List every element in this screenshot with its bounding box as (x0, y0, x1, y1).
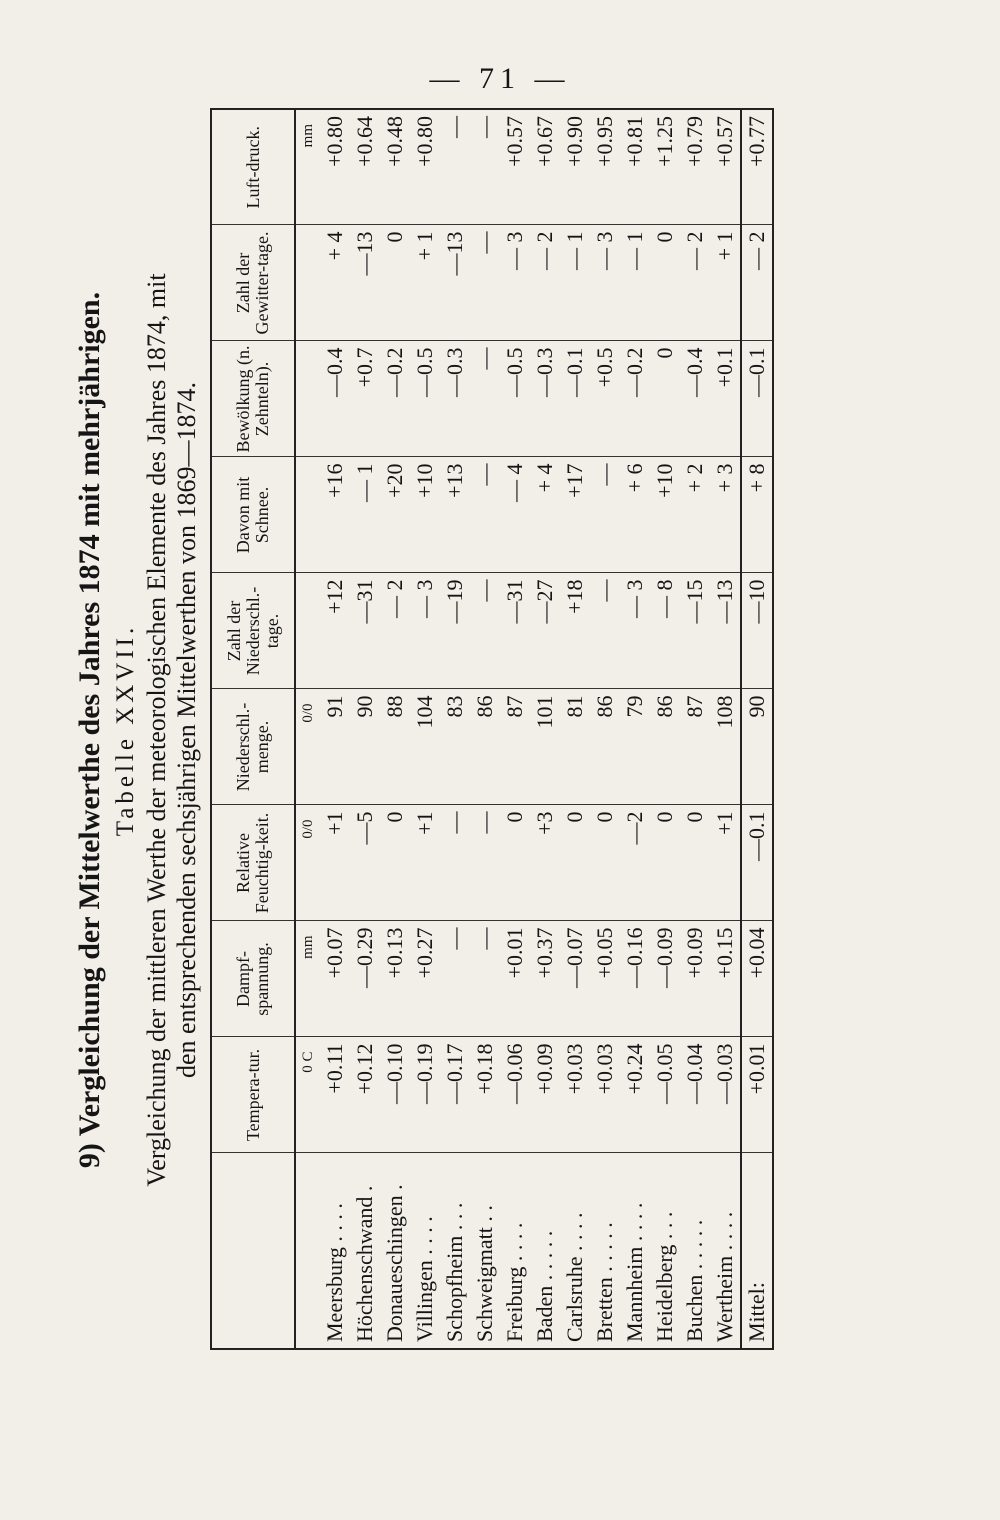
station-name: Buchen . . . . . (680, 1153, 710, 1349)
station-name: Freiburg . . . . (500, 1153, 530, 1349)
cell: +0.12 (350, 1037, 380, 1153)
cell: + 1 (710, 225, 741, 341)
station-name: Bretten . . . . . (590, 1153, 620, 1349)
cell: —0.17 (440, 1037, 470, 1153)
cell: — (470, 457, 500, 573)
cell: +0.11 (320, 1037, 350, 1153)
cell: —10 (741, 573, 773, 689)
cell: —0.16 (620, 921, 650, 1037)
cell: 88 (380, 689, 410, 805)
cell: —0.19 (410, 1037, 440, 1153)
cell: +0.01 (741, 1037, 773, 1153)
cell: +13 (440, 457, 470, 573)
cell: — (440, 805, 470, 921)
cell: —0.2 (380, 341, 410, 457)
cell: +0.03 (590, 1037, 620, 1153)
cell: +0.90 (560, 109, 590, 225)
cell: 104 (410, 689, 440, 805)
cell: +0.03 (560, 1037, 590, 1153)
station-name: Meersburg . . . . (320, 1153, 350, 1349)
cell: — (470, 573, 500, 689)
cell: +18 (560, 573, 590, 689)
cell: 87 (680, 689, 710, 805)
cell: +3 (530, 805, 560, 921)
table-row (710, 109, 741, 1349)
cell: 81 (560, 689, 590, 805)
cell: +1 (320, 805, 350, 921)
cell: +0.24 (620, 1037, 650, 1153)
station-name: Villingen . . . . (410, 1153, 440, 1349)
cell: —0.1 (741, 805, 773, 921)
cell: 0 (650, 805, 680, 921)
cell: +0.81 (620, 109, 650, 225)
unit: 0/0 (295, 805, 320, 921)
cell: +0.09 (680, 921, 710, 1037)
cell: +0.1 (710, 341, 741, 457)
page-number: — 71 — (429, 62, 571, 95)
cell: —0.5 (410, 341, 440, 457)
cell: 0 (590, 805, 620, 921)
cell: — 3 (500, 225, 530, 341)
cell: +0.07 (320, 921, 350, 1037)
cell: +0.64 (350, 109, 380, 225)
cell: —0.05 (650, 1037, 680, 1153)
header-relative-humidity: Relative Feuchtig-keit. (211, 805, 295, 921)
cell: —0.29 (350, 921, 380, 1037)
table-row (440, 109, 470, 1349)
cell: —0.10 (380, 1037, 410, 1153)
cell: — (470, 109, 500, 225)
cell: +0.67 (530, 109, 560, 225)
cell: 0 (680, 805, 710, 921)
cell: — (470, 225, 500, 341)
cell: 108 (710, 689, 741, 805)
cell: + 8 (741, 457, 773, 573)
cell: 86 (470, 689, 500, 805)
cell: — 2 (530, 225, 560, 341)
table-row (620, 109, 650, 1349)
cell: —13 (350, 225, 380, 341)
cell: — 1 (560, 225, 590, 341)
cell: 87 (500, 689, 530, 805)
cell: + 2 (680, 457, 710, 573)
cell: —0.09 (650, 921, 680, 1037)
station-name: Höchenschwand . (350, 1153, 380, 1349)
unit: 0 C (295, 1037, 320, 1153)
cell: +0.57 (710, 109, 741, 225)
cell: +17 (560, 457, 590, 573)
header-air-pressure: Luft-druck. (211, 109, 295, 225)
cell: — (440, 109, 470, 225)
cell: +0.57 (500, 109, 530, 225)
cell: — 3 (590, 225, 620, 341)
cell: — 8 (650, 573, 680, 689)
table-row (590, 109, 620, 1349)
cell: 90 (741, 689, 773, 805)
station-name: Heidelberg . . . (650, 1153, 680, 1349)
cell: —5 (350, 805, 380, 921)
table-row (680, 109, 710, 1349)
cell: +0.5 (590, 341, 620, 457)
unit: 0/0 (295, 689, 320, 805)
mean-row (741, 109, 773, 1349)
cell: — 2 (680, 225, 710, 341)
cell: +0.80 (320, 109, 350, 225)
cell: —27 (530, 573, 560, 689)
unit: mm (295, 921, 320, 1037)
station-name: Mannheim . . . . (620, 1153, 650, 1349)
cell: +16 (320, 457, 350, 573)
cell: 0 (380, 225, 410, 341)
header-cloudiness: Bewölkung (n. Zehnteln). (211, 341, 295, 457)
cell: — (470, 921, 500, 1037)
cell: — 3 (410, 573, 440, 689)
cell: —0.3 (530, 341, 560, 457)
table-row (500, 109, 530, 1349)
cell: —19 (440, 573, 470, 689)
cell: 90 (350, 689, 380, 805)
cell: —13 (440, 225, 470, 341)
cell: —0.1 (741, 341, 773, 457)
cell: +20 (380, 457, 410, 573)
station-name: Donaueschingen . (380, 1153, 410, 1349)
cell: 0 (380, 805, 410, 921)
rotated-content (70, 80, 810, 1380)
station-name: Wertheim . . . . (710, 1153, 741, 1349)
cell: 101 (530, 689, 560, 805)
cell: +1 (410, 805, 440, 921)
cell: —31 (500, 573, 530, 689)
page-title: 9) Vergleichung der Mittelwerthe des Jahres 1874 mit mehrjährigen. (73, 291, 106, 1169)
cell: — 1 (620, 225, 650, 341)
cell: —0.06 (500, 1037, 530, 1153)
cell: + 6 (620, 457, 650, 573)
cell: +0.37 (530, 921, 560, 1037)
cell: +1 (710, 805, 741, 921)
cell: + 4 (320, 225, 350, 341)
cell: +0.27 (410, 921, 440, 1037)
cell: +0.7 (350, 341, 380, 457)
cell: —0.03 (710, 1037, 741, 1153)
header-precipitation-days: Zahl der Niederschl.-tage. (211, 573, 295, 689)
cell: 0 (560, 805, 590, 921)
station-name: Schopfheim . . . (440, 1153, 470, 1349)
cell: — 4 (500, 457, 530, 573)
station-name: Baden . . . . . (530, 1153, 560, 1349)
cell: —0.3 (440, 341, 470, 457)
cell: — 2 (741, 225, 773, 341)
cell: —0.4 (320, 341, 350, 457)
cell: +0.13 (380, 921, 410, 1037)
cell: —0.07 (560, 921, 590, 1037)
table-row (350, 109, 380, 1349)
header-temperature: Tempera-tur. (211, 1037, 295, 1153)
cell: + 1 (410, 225, 440, 341)
cell: +0.04 (741, 921, 773, 1037)
cell: +1.25 (650, 109, 680, 225)
header-thunderstorm-days: Zahl der Gewitter-tage. (211, 225, 295, 341)
station-name: Carlsruhe . . . . (560, 1153, 590, 1349)
cell: —0.1 (560, 341, 590, 457)
cell: +0.95 (590, 109, 620, 225)
cell: — (470, 341, 500, 457)
header-snow-days: Davon mit Schnee. (211, 457, 295, 573)
table-row (470, 109, 500, 1349)
cell: 0 (650, 341, 680, 457)
cell: +0.09 (530, 1037, 560, 1153)
header-precipitation: Niederschl.-menge. (211, 689, 295, 805)
cell: 86 (650, 689, 680, 805)
cell: — (590, 573, 620, 689)
caption-line-1: Vergleichung der mittleren Werthe der meteorologischen Elemente des Jahres 1874, mit (142, 273, 171, 1187)
cell: — (590, 457, 620, 573)
table-row (320, 109, 350, 1349)
table-row (410, 109, 440, 1349)
cell: +0.77 (741, 109, 773, 225)
cell: — 1 (350, 457, 380, 573)
cell: + 4 (530, 457, 560, 573)
cell: + 3 (710, 457, 741, 573)
table-caption (142, 80, 202, 1380)
cell: +12 (320, 573, 350, 689)
unit: mm (295, 109, 320, 225)
units-row (295, 109, 320, 1349)
header-station (211, 1153, 295, 1349)
cell: —0.2 (620, 341, 650, 457)
unit (295, 457, 320, 573)
cell: —31 (350, 573, 380, 689)
cell: +0.79 (680, 109, 710, 225)
cell: +0.80 (410, 109, 440, 225)
cell: —0.04 (680, 1037, 710, 1153)
cell: +0.15 (710, 921, 741, 1037)
cell: +10 (650, 457, 680, 573)
unit (295, 225, 320, 341)
cell: — 3 (620, 573, 650, 689)
cell: 83 (440, 689, 470, 805)
cell: —2 (620, 805, 650, 921)
cell: — (470, 805, 500, 921)
cell: +0.18 (470, 1037, 500, 1153)
unit (295, 573, 320, 689)
cell: +0.05 (590, 921, 620, 1037)
cell: 91 (320, 689, 350, 805)
header-vapor-pressure: Dampf-spannung. (211, 921, 295, 1037)
cell: —13 (710, 573, 741, 689)
data-table (210, 108, 774, 1350)
cell: +10 (410, 457, 440, 573)
cell: —15 (680, 573, 710, 689)
table-row (380, 109, 410, 1349)
table-row (560, 109, 590, 1349)
cell: —0.4 (680, 341, 710, 457)
cell: — (440, 921, 470, 1037)
cell: 86 (590, 689, 620, 805)
cell: +0.01 (500, 921, 530, 1037)
station-name: Schweigmatt . . (470, 1153, 500, 1349)
table-row (530, 109, 560, 1349)
cell: 0 (650, 225, 680, 341)
cell: —0.5 (500, 341, 530, 457)
mean-label: Mittel: (741, 1153, 773, 1349)
cell: — 2 (380, 573, 410, 689)
unit (295, 341, 320, 457)
table-label: Tabelle XXVII. (112, 623, 139, 837)
cell: 79 (620, 689, 650, 805)
caption-line-2: den entsprechenden sechsjährigen Mittelwerthen von 1869—1874. (172, 381, 201, 1079)
header-row (211, 109, 295, 1349)
cell: +0.48 (380, 109, 410, 225)
table-row (650, 109, 680, 1349)
cell: 0 (500, 805, 530, 921)
